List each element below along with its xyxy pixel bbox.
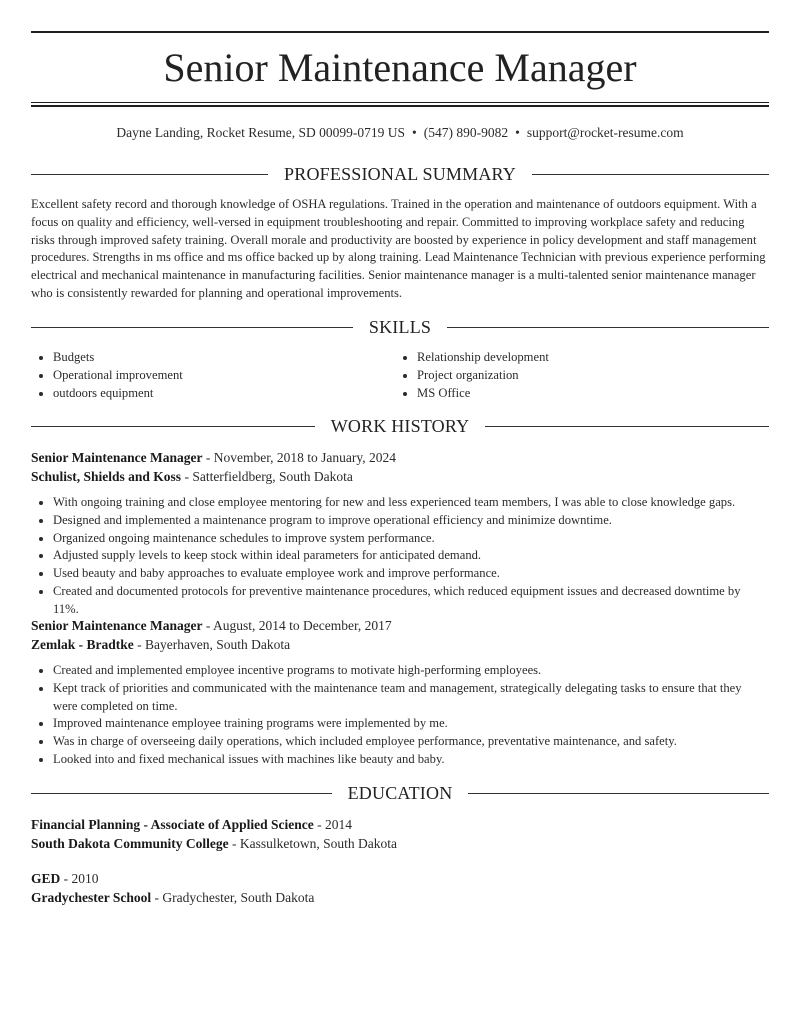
section-title: SKILLS xyxy=(368,317,432,337)
skill-item: Budgets xyxy=(31,349,395,367)
job-company-line xyxy=(31,635,769,654)
heading-rule-right xyxy=(468,793,769,794)
education-degree-line xyxy=(31,869,769,888)
skill-item: Relationship development xyxy=(395,349,769,367)
education-school: Gradychester School xyxy=(31,890,152,905)
heading-rule-left xyxy=(31,793,332,794)
heading-rule-left xyxy=(31,327,353,328)
dash: - xyxy=(202,618,213,633)
skills-list xyxy=(31,349,769,402)
bullet-separator: • xyxy=(412,125,417,140)
section-title: EDUCATION xyxy=(347,783,453,803)
dash: - xyxy=(181,469,193,484)
job-bullet: With ongoing training and close employee mentoring for new and less experienced team members, I was able to close knowledge gaps. xyxy=(31,494,769,512)
section-title: WORK HISTORY xyxy=(330,416,470,436)
skills-column-left xyxy=(31,349,395,402)
header-top-rule xyxy=(31,31,769,33)
job-location: Satterfieldberg, South Dakota xyxy=(192,469,353,484)
section-title: PROFESSIONAL SUMMARY xyxy=(284,164,516,184)
contact-line xyxy=(31,124,769,142)
job-bullet: Created and documented protocols for preventive maintenance procedures, which reduced equipment issues and decreased downtime by 11%. xyxy=(31,583,769,619)
education-degree: GED xyxy=(31,871,61,886)
summary-text: Excellent safety record and thorough knowledge of OSHA regulations. Trained in the operation and maintenance of outdoors equipment. With a focus on quality and efficiency, well-versed in equipment troubleshooting and repair. Committed to improving workplace safety and reducing risks through improved safety training. Overall morale and productivity are boosted by experience in policy development and staff management procedures. Strengths in ms office and ms office backed up by along training. Lead Maintenance Technician with previous experience performing electrical and mechanical maintenance in manufacturing facilities. Senior maintenance manager is a multi-talented senior maintenance manager who is consistently rewarded for planning and operational improvements. xyxy=(31,197,766,300)
education-degree-line xyxy=(31,815,769,834)
job-company: Schulist, Shields and Koss xyxy=(31,469,182,484)
heading-rule-left xyxy=(31,174,268,175)
job-title: Senior Maintenance Manager xyxy=(31,618,203,633)
job-location: Bayerhaven, South Dakota xyxy=(145,637,291,652)
skill-item: Operational improvement xyxy=(31,367,395,385)
job-bullet: Designed and implemented a maintenance program to improve operational efficiency and minimize downtime. xyxy=(31,512,769,530)
job-dates: November, 2018 to January, 2024 xyxy=(213,450,397,465)
job-bullet: Was in charge of overseeing daily operations, which included employee performance, preventative maintenance, and safety. xyxy=(31,733,769,751)
dash: - xyxy=(133,637,145,652)
job-company: Zemlak - Bradtke xyxy=(31,637,134,652)
header-bottom-rule-thick xyxy=(31,105,769,107)
section-heading-work xyxy=(31,415,769,437)
dash: - xyxy=(228,836,240,851)
resume-title: Senior Maintenance Manager xyxy=(163,45,637,90)
heading-rule-right xyxy=(532,174,769,175)
contact-email: support@rocket-resume.com xyxy=(526,125,684,140)
job-title-line xyxy=(31,448,769,467)
education-year: 2014 xyxy=(325,817,353,832)
education-location: Kassulketown, South Dakota xyxy=(239,836,397,851)
header-bottom-rule-thin xyxy=(31,102,769,103)
dash: - xyxy=(313,817,326,832)
heading-rule-left xyxy=(31,426,315,427)
skill-item: Project organization xyxy=(395,367,769,385)
heading-rule-right xyxy=(447,327,769,328)
heading-rule-right xyxy=(485,426,769,427)
job-bullets xyxy=(31,494,769,619)
job-title: Senior Maintenance Manager xyxy=(31,450,203,465)
skill-item: MS Office xyxy=(395,385,769,403)
dash: - xyxy=(60,871,72,886)
job-title-line xyxy=(31,616,769,635)
contact-phone: (547) 890-9082 xyxy=(423,125,509,140)
job-bullet: Used beauty and baby approaches to evaluate employee work and improve performance. xyxy=(31,565,769,583)
education-degree: Financial Planning - Associate of Applied Science xyxy=(31,817,314,832)
education-location: Gradychester, South Dakota xyxy=(162,890,315,905)
job-bullet: Organized ongoing maintenance schedules to improve system performance. xyxy=(31,530,769,548)
job-bullet: Kept track of priorities and communicated with the maintenance team and management, strategically delegating tasks to ensure that they were completed on time. xyxy=(31,680,769,716)
education-year: 2010 xyxy=(71,871,99,886)
education-school-line xyxy=(31,888,769,907)
skill-item: outdoors equipment xyxy=(31,385,395,403)
contact-address: Dayne Landing, Rocket Resume, SD 00099-0719 US xyxy=(116,125,406,140)
job-bullet: Improved maintenance employee training programs were implemented by me. xyxy=(31,715,769,733)
job-bullets xyxy=(31,662,769,769)
job-company-line xyxy=(31,467,769,486)
education-school: South Dakota Community College xyxy=(31,836,229,851)
section-heading-skills xyxy=(31,316,769,338)
section-heading-summary xyxy=(31,163,769,185)
dash: - xyxy=(202,450,214,465)
section-heading-education xyxy=(31,782,769,804)
job-dates: August, 2014 to December, 2017 xyxy=(213,618,392,633)
bullet-separator: • xyxy=(515,125,520,140)
job-bullet: Created and implemented employee incentive programs to motivate high-performing employees. xyxy=(31,662,769,680)
job-bullet: Looked into and fixed mechanical issues with machines like beauty and baby. xyxy=(31,751,769,769)
education-school-line xyxy=(31,834,769,853)
skills-column-right xyxy=(395,349,769,402)
dash: - xyxy=(151,890,163,905)
job-bullet: Adjusted supply levels to keep stock within ideal parameters for anticipated demand. xyxy=(31,547,769,565)
